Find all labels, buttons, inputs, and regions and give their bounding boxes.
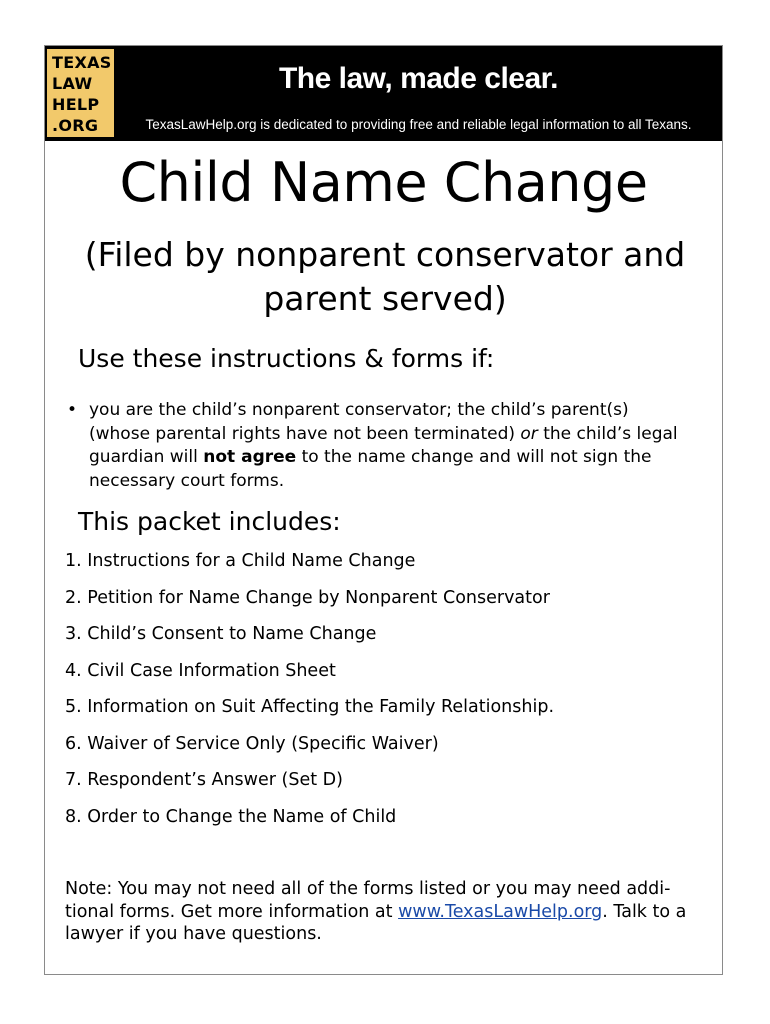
bullet-icon: • (67, 400, 78, 420)
list-item: 7. Respondent’s Answer (Set D) (65, 770, 343, 790)
packet-list (65, 549, 554, 841)
list-item: 2. Petition for Name Change by Nonparent Conservator (65, 587, 550, 608)
bullet-text-2: the child’s legal guardian will (89, 423, 678, 467)
banner-tagline: The law, made clear. (278, 62, 559, 95)
list-item: 3. Child’s Consent to Name Change (65, 624, 377, 644)
texaslawhelp-link[interactable]: www.TexasLawHelp.org (398, 901, 603, 922)
note-text-after: . Talk to a lawyer if you have questions. (65, 901, 687, 944)
eligibility-bullet (67, 399, 687, 493)
texas-law-help-logo[interactable] (47, 49, 114, 137)
bullet-text-not-agree: not agree (203, 447, 297, 467)
list-item: 4. Civil Case Information Sheet (65, 660, 336, 681)
list-item: 8. Order to Change the Name of Child (65, 806, 397, 827)
list-item: 5. Information on Suit Affecting the Family Relationship. (65, 697, 555, 717)
list-item: 1. Instructions for a Child Name Change (65, 551, 416, 571)
logo-line: .ORG (52, 116, 99, 135)
page-title: Child Name Change (119, 151, 648, 214)
note-text-before: Note: You may not need all of the forms listed or you may need addi-tional forms. Get more information at (65, 879, 671, 922)
note-paragraph (65, 878, 715, 946)
list-item: 6. Waiver of Service Only (Specific Waiver) (65, 733, 439, 754)
document-page (44, 45, 723, 975)
banner (45, 46, 722, 141)
bullet-text-1: you are the child’s nonparent conservator; the child’s parent(s) (whose parental rights have not been terminated) (89, 400, 629, 444)
logo-line: LAW (52, 74, 93, 93)
packet-heading: This packet includes: (78, 507, 341, 536)
page-subtitle: (Filed by nonparent conservator and parent served) (84, 235, 686, 318)
bullet-text-or: or (520, 423, 538, 444)
bullet-text-3: to the name change and will not sign the necessary court forms. (89, 447, 652, 491)
logo-line: HELP (52, 95, 100, 114)
use-instructions-heading: Use these instructions & forms if: (78, 344, 495, 373)
banner-subtagline: TexasLawHelp.org is dedicated to providing free and reliable legal information to all Texans. (145, 117, 692, 132)
logo-line: TEXAS (52, 53, 112, 72)
